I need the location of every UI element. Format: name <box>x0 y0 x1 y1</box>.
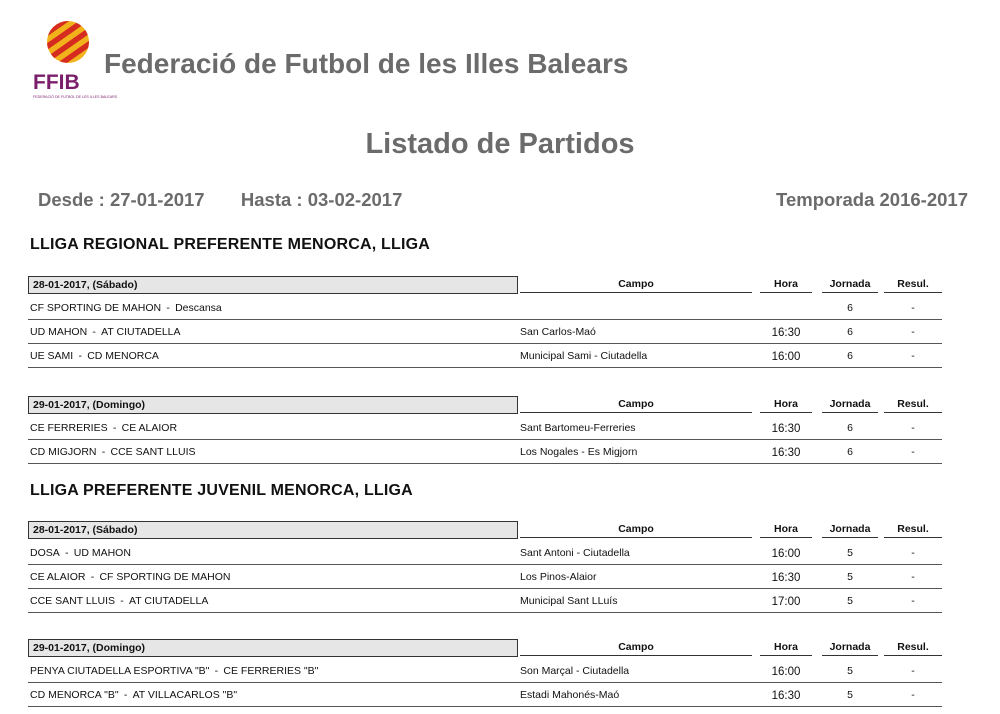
result: - <box>911 302 915 314</box>
team-separator: - <box>123 689 128 701</box>
home-team: UE SAMI <box>30 350 74 362</box>
kickoff-time: 17:00 <box>771 596 801 608</box>
match-row <box>28 541 942 565</box>
round-number: 5 <box>847 547 853 559</box>
match-row <box>28 659 942 683</box>
home-team: CE FERRERIES <box>30 422 108 434</box>
ffib-logo <box>30 18 118 108</box>
match-teams <box>30 302 222 314</box>
result: - <box>911 422 915 434</box>
result: - <box>911 571 915 583</box>
venue: Municipal Sant LLuís <box>520 595 618 607</box>
venue: Los Pinos-Alaior <box>520 571 597 583</box>
round-number: 5 <box>847 689 853 701</box>
team-separator: - <box>214 665 219 677</box>
round-number: 6 <box>847 350 853 362</box>
column-header-campo: Campo <box>520 639 752 656</box>
column-header-jornada: Jornada <box>822 639 878 656</box>
match-row <box>28 296 942 320</box>
column-header-hora: Hora <box>760 276 812 293</box>
desde-value: 27-01-2017 <box>109 189 205 210</box>
match-teams <box>30 422 177 434</box>
matchday-date: 29-01-2017, (Domingo) <box>28 639 518 657</box>
away-team: AT CIUTADELLA <box>101 326 181 338</box>
away-team: CE ALAIOR <box>121 422 178 434</box>
round-number: 6 <box>847 422 853 434</box>
away-team: CE FERRERIES "B" <box>223 665 319 677</box>
matchday-block <box>28 637 942 707</box>
matchday-block <box>28 394 942 464</box>
team-separator: - <box>120 595 124 607</box>
logo-text: FFIB <box>33 71 80 94</box>
venue: Estadi Mahonés-Maó <box>520 689 620 701</box>
column-header-campo: Campo <box>520 396 752 413</box>
column-header-campo: Campo <box>520 276 752 293</box>
match-row <box>28 440 942 464</box>
team-separator: - <box>92 326 96 338</box>
matchday-date: 29-01-2017, (Domingo) <box>28 396 518 414</box>
home-team: CF SPORTING DE MAHON <box>30 302 162 314</box>
venue: Sant Bartomeu-Ferreries <box>520 422 636 434</box>
match-teams <box>30 350 159 362</box>
venue: Son Marçal - Ciutadella <box>520 665 630 677</box>
match-row <box>28 683 942 707</box>
kickoff-time: 16:30 <box>771 690 801 702</box>
result: - <box>911 595 915 607</box>
match-row <box>28 320 942 344</box>
matchday-block <box>28 274 942 368</box>
desde-label: Desde : <box>38 189 105 210</box>
away-team: AT VILLACARLOS "B" <box>132 689 238 701</box>
hasta-value: 03-02-2017 <box>307 189 403 210</box>
away-team: AT CIUTADELLA <box>129 595 209 607</box>
match-teams <box>30 665 318 677</box>
result: - <box>911 689 915 701</box>
match-teams <box>30 446 196 458</box>
logo-subtext: FEDERACIÓ DE FUTBOL DE LES ILLES BALEARS <box>33 95 118 99</box>
hasta-label: Hasta : <box>240 189 303 210</box>
kickoff-time: 16:30 <box>771 423 801 435</box>
round-number: 6 <box>847 326 853 338</box>
match-teams <box>30 689 237 701</box>
organization-title: Federació de Futbol de les Illes Balears <box>104 48 629 79</box>
matchday-header <box>28 637 942 659</box>
column-header-jornada: Jornada <box>822 276 878 293</box>
kickoff-time: 16:30 <box>771 327 801 339</box>
match-teams <box>30 547 131 559</box>
match-row <box>28 565 942 589</box>
matchday-block <box>28 519 942 613</box>
venue: Los Nogales - Es Migjorn <box>520 446 638 458</box>
venue: Municipal Sami - Ciutadella <box>520 350 648 362</box>
column-header-jornada: Jornada <box>822 396 878 413</box>
away-team: Descansa <box>175 302 222 314</box>
home-team: UD MAHON <box>30 326 88 338</box>
competition-title: LLIGA REGIONAL PREFERENTE MENORCA, LLIGA <box>30 236 431 253</box>
result: - <box>911 350 915 362</box>
round-number: 5 <box>847 595 853 607</box>
result: - <box>911 547 915 559</box>
match-row <box>28 589 942 613</box>
column-header-resul: Resul. <box>884 521 942 538</box>
kickoff-time: 16:00 <box>771 666 801 678</box>
result: - <box>911 665 915 677</box>
column-header-jornada: Jornada <box>822 521 878 538</box>
away-team: CD MENORCA <box>87 350 159 362</box>
team-separator: - <box>78 350 82 362</box>
match-row <box>28 344 942 368</box>
matchday-date: 28-01-2017, (Sábado) <box>28 276 518 294</box>
kickoff-time: 16:30 <box>771 572 801 584</box>
away-team: UD MAHON <box>73 547 131 559</box>
matchday-header <box>28 394 942 416</box>
venue: Sant Antoni - Ciutadella <box>520 547 630 559</box>
team-separator: - <box>166 302 170 314</box>
home-team: CD MENORCA "B" <box>30 689 119 701</box>
page-title: Listado de Partidos <box>365 128 635 160</box>
home-team: DOSA <box>30 547 60 559</box>
round-number: 5 <box>847 665 853 677</box>
match-teams <box>30 595 208 607</box>
matchday-header <box>28 274 942 296</box>
matchday-date: 28-01-2017, (Sábado) <box>28 521 518 539</box>
away-team: CCE SANT LLUIS <box>110 446 196 458</box>
team-separator: - <box>65 547 69 559</box>
column-header-hora: Hora <box>760 639 812 656</box>
team-separator: - <box>101 446 106 458</box>
kickoff-time: 16:00 <box>771 548 801 560</box>
team-separator: - <box>112 422 117 434</box>
column-header-hora: Hora <box>760 521 812 538</box>
column-header-resul: Resul. <box>884 396 942 413</box>
home-team: CCE SANT LLUIS <box>30 595 115 607</box>
column-header-resul: Resul. <box>884 639 942 656</box>
match-row <box>28 416 942 440</box>
away-team: CF SPORTING DE MAHON <box>99 571 231 583</box>
column-header-resul: Resul. <box>884 276 942 293</box>
round-number: 6 <box>847 302 853 314</box>
venue: San Carlos-Maó <box>520 326 596 338</box>
result: - <box>911 446 915 458</box>
competition-title: LLIGA PREFERENTE JUVENIL MENORCA, LLIGA <box>30 482 413 499</box>
column-header-hora: Hora <box>760 396 812 413</box>
season-label: Temporada 2016-2017 <box>776 189 968 210</box>
matchday-header <box>28 519 942 541</box>
team-separator: - <box>90 571 95 583</box>
match-teams <box>30 571 231 583</box>
round-number: 6 <box>847 446 853 458</box>
home-team: PENYA CIUTADELLA ESPORTIVA "B" <box>30 665 210 677</box>
column-header-campo: Campo <box>520 521 752 538</box>
kickoff-time: 16:00 <box>771 351 801 363</box>
home-team: CE ALAIOR <box>30 571 86 583</box>
match-teams <box>30 326 181 338</box>
result: - <box>911 326 915 338</box>
kickoff-time: 16:30 <box>771 447 801 459</box>
home-team: CD MIGJORN <box>30 446 97 458</box>
round-number: 5 <box>847 571 853 583</box>
